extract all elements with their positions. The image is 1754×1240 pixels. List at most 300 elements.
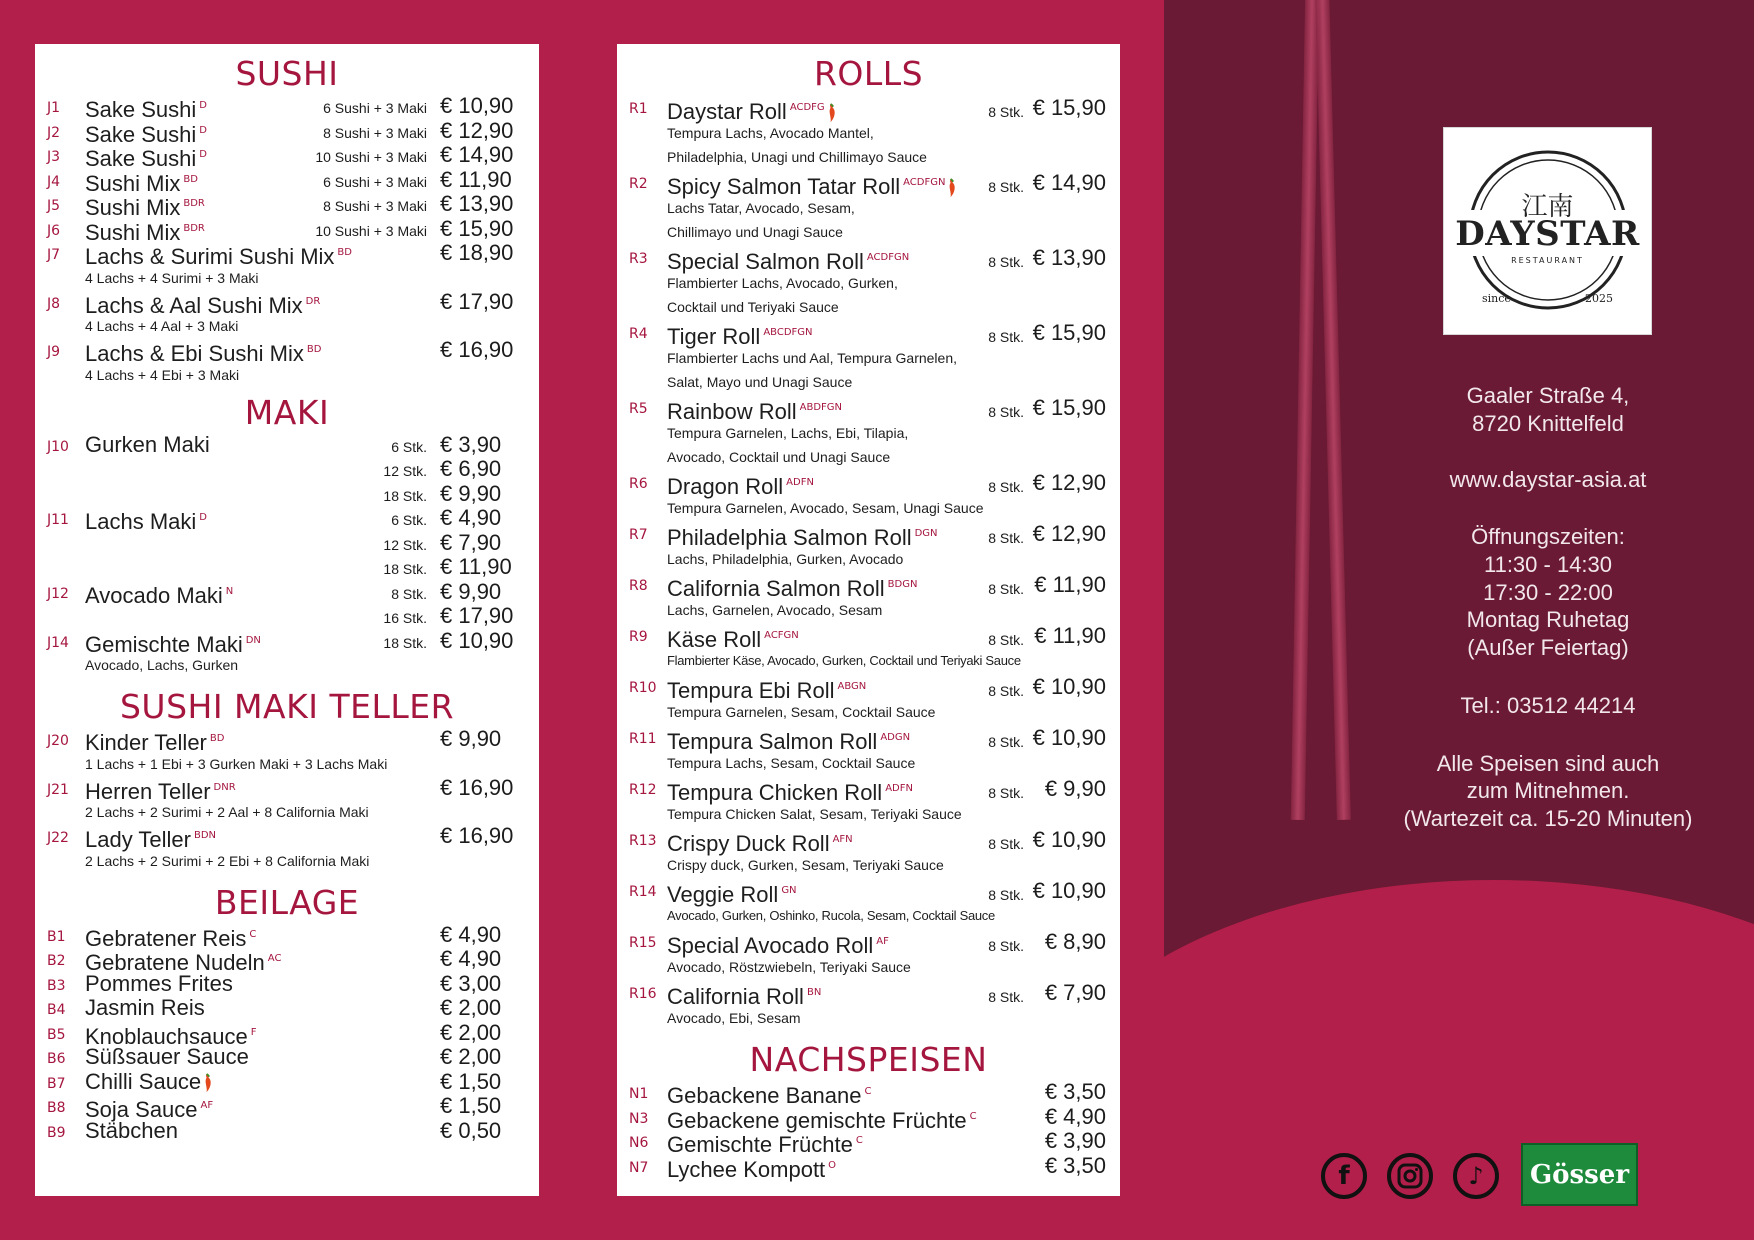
item-price: € 18,90 [440, 240, 514, 265]
item-price: € 16,90 [440, 774, 514, 800]
item-description: 4 Lachs + 4 Surimi + 3 Maki [85, 269, 259, 286]
item-price: € 12,90 [1032, 470, 1106, 495]
menu-item-r16 [617, 979, 1120, 1009]
maki-option-row [35, 457, 539, 482]
item-name-text: Chilli Sauce [85, 1068, 202, 1094]
item-name [667, 622, 799, 653]
item-name-text: Dragon Roll [667, 474, 784, 499]
item-name [667, 469, 814, 500]
item-name-text: Gebratene Nudeln [85, 950, 265, 975]
section-title-rolls: ROLLS [813, 54, 924, 93]
item-name-text: Gurken Maki [85, 431, 210, 457]
section-title-maki: MAKI [244, 392, 330, 432]
item-price: € 15,90 [1032, 95, 1106, 120]
item-code: J9 [47, 344, 61, 360]
item-name-text: Spicy Salmon Tatar Roll [667, 174, 901, 199]
item-price: € 2,00 [440, 1019, 502, 1045]
item-description: Avocado, Cocktail und Unagi Sauce [667, 449, 891, 465]
maki-option-row [35, 555, 539, 580]
item-quantity: 8 Stk. [988, 329, 1024, 345]
item-name-text: Pommes Frites [85, 970, 233, 996]
menu-item-j14 [35, 627, 539, 657]
item-price: € 11,90 [1034, 623, 1106, 648]
item-name-text: Lachs & Ebi Sushi Mix [85, 341, 304, 366]
item-code: J14 [47, 634, 69, 651]
item-description: Flambierter Lachs, Avocado, Gurken, [667, 275, 898, 291]
allergen-codes: ADGN [880, 732, 911, 743]
item-price: € 7,90 [440, 529, 502, 555]
item-price: € 10,90 [1032, 827, 1106, 852]
item-price: € 10,90 [1032, 878, 1106, 903]
item-name [667, 94, 837, 125]
item-quantity: 8 Stk. [988, 836, 1024, 852]
chili-spicy-icon [947, 177, 957, 199]
item-name-text: Tempura Ebi Roll [667, 678, 835, 703]
item-code: B1 [47, 928, 66, 945]
item-name [85, 629, 261, 658]
allergen-codes: BDR [183, 222, 205, 234]
menu-item-j1 [35, 93, 539, 122]
item-code: B5 [47, 1026, 66, 1043]
allergen-codes: ABGN [837, 681, 867, 692]
item-name [667, 928, 889, 959]
item-code: R7 [629, 527, 648, 543]
item-price: € 2,00 [440, 1044, 502, 1069]
item-code: B6 [47, 1051, 66, 1067]
item-price: € 1,50 [440, 1093, 502, 1118]
item-code: J3 [47, 149, 61, 165]
item-quantity: 12 Stk. [383, 463, 427, 479]
item-price: € 17,90 [440, 288, 514, 314]
item-price: € 1,50 [440, 1068, 502, 1094]
section-title-beilage: BEILAGE [214, 882, 360, 922]
menu-item-r4 [617, 319, 1120, 349]
item-name [667, 244, 909, 275]
menu-item-b7 [35, 1070, 539, 1095]
allergen-codes: BN [806, 987, 822, 998]
menu-item-b3 [35, 972, 539, 997]
item-code: R9 [629, 629, 648, 645]
allergen-codes: DNR [213, 781, 236, 793]
item-code: R10 [629, 680, 657, 696]
item-name [85, 1045, 249, 1070]
item-price: € 15,90 [1032, 395, 1106, 420]
item-price: € 4,90 [440, 946, 502, 971]
item-price: € 3,90 [1044, 1128, 1106, 1153]
allergen-codes: AF [200, 1100, 214, 1111]
teller-list [35, 727, 539, 873]
allergen-codes: BD [183, 173, 198, 185]
item-name-text: Gebackene gemischte Früchte [667, 1107, 967, 1133]
item-name-text: Käse Roll [667, 627, 762, 652]
item-name-text: California Salmon Roll [667, 576, 885, 601]
item-quantity: 8 Stk. [988, 632, 1024, 648]
item-description: Crispy duck, Gurken, Sesam, Teriyaki Sauce [667, 857, 944, 873]
item-price: € 9,90 [440, 726, 502, 751]
item-code: R6 [629, 476, 648, 492]
menu-item-j5 [35, 191, 539, 220]
item-name-text: Daystar Roll [667, 99, 787, 124]
takeaway-line-2: zum Mitnehmen. [1466, 778, 1630, 803]
item-code: J7 [47, 247, 61, 263]
menu-item-b9 [35, 1119, 539, 1144]
item-quantity: 8 Sushi + 3 Maki [323, 198, 427, 214]
item-quantity: 8 Stk. [988, 404, 1024, 420]
facebook-icon[interactable]: f [1321, 1153, 1367, 1199]
item-name [667, 826, 853, 857]
item-code: N7 [629, 1159, 649, 1176]
item-description: Avocado, Gurken, Oshinko, Rucola, Sesam, Cocktail Sauce [667, 908, 995, 923]
nachspeisen-list [617, 1079, 1120, 1182]
menu-item-r3 [617, 244, 1120, 274]
item-name [85, 241, 352, 270]
item-description: 4 Lachs + 4 Aal + 3 Maki [85, 318, 239, 334]
item-name [85, 433, 210, 458]
item-price: € 9,90 [440, 578, 502, 604]
allergen-codes: BD [337, 247, 352, 258]
item-price: € 12,90 [1032, 521, 1106, 546]
item-description: 2 Lachs + 2 Surimi + 2 Aal + 8 California Maki [85, 804, 369, 820]
hours-dinner: 17:30 - 22:00 [1483, 580, 1613, 605]
item-price: € 0,50 [440, 1117, 502, 1143]
website-link[interactable]: www.daystar-asia.at [1449, 467, 1647, 492]
menu-item-j4 [35, 166, 539, 196]
item-quantity: 8 Stk. [988, 683, 1024, 699]
logo-name: DAYSTAR [1455, 214, 1640, 254]
logo-since: since [1482, 292, 1511, 305]
menu-item-r7 [617, 520, 1120, 550]
menu-item-j10 [35, 433, 539, 458]
item-code: J6 [47, 222, 61, 239]
item-code: R12 [629, 782, 657, 798]
item-name [667, 394, 842, 425]
allergen-codes: AF [876, 936, 889, 947]
goesser-logo: Gösser [1521, 1143, 1638, 1206]
allergen-codes: C [969, 1110, 977, 1122]
closed-day: Montag Ruhetag [1466, 607, 1630, 632]
item-name-text: Sushi Mix [85, 195, 181, 220]
item-description: Lachs, Garnelen, Avocado, Sesam [667, 602, 883, 618]
item-price: € 12,90 [440, 117, 514, 143]
item-quantity: 8 Stk. [988, 734, 1024, 750]
menu-item-j11 [35, 505, 539, 534]
allergen-codes: ACFGN [764, 630, 799, 641]
item-code: R15 [629, 935, 657, 951]
item-code: B4 [47, 1002, 66, 1018]
item-quantity: 6 Sushi + 3 Maki [323, 173, 427, 190]
item-name-text: Stäbchen [85, 1117, 178, 1143]
section-title-nachspeisen: NACHSPEISEN [749, 1040, 988, 1079]
item-quantity: 8 Stk. [988, 785, 1024, 801]
takeaway-line-3: (Wartezeit ca. 15-20 Minuten) [1403, 806, 1693, 831]
item-name [85, 727, 224, 756]
item-description: Chillimayo und Unagi Sauce [667, 224, 843, 240]
menu-item-b4 [35, 996, 539, 1021]
item-name-text: Gemischte Maki [85, 631, 243, 657]
item-name-text: Lady Teller [85, 827, 191, 852]
item-price: € 9,90 [440, 480, 502, 506]
item-quantity: 8 Stk. [988, 479, 1024, 495]
item-name [667, 979, 821, 1010]
allergen-codes: BDR [183, 198, 205, 209]
allergen-codes: BDN [194, 830, 217, 841]
item-description: Lachs Tatar, Avocado, Sesam, [667, 200, 855, 216]
item-name-text: Tempura Salmon Roll [667, 729, 878, 754]
allergen-codes: AFN [832, 834, 853, 845]
allergen-codes: D [199, 149, 207, 160]
menu-item-r1 [617, 94, 1120, 124]
item-code: J12 [47, 585, 69, 602]
item-code: J2 [47, 124, 61, 141]
item-code: R4 [629, 326, 648, 342]
menu-item-j21 [35, 774, 539, 804]
item-price: € 6,90 [440, 456, 502, 481]
menu-item-b1 [35, 921, 539, 951]
item-name-text: Sake Sushi [85, 146, 197, 171]
allergen-codes: D [199, 512, 207, 523]
item-name-text: Crispy Duck Roll [667, 831, 830, 856]
item-quantity: 8 Sushi + 3 Maki [323, 124, 427, 141]
item-quantity: 18 Stk. [383, 561, 427, 577]
item-description: Tempura Garnelen, Lachs, Ebi, Tilapia, [667, 425, 909, 441]
item-description: Tempura Chicken Salat, Sesam, Teriyaki Sauce [667, 806, 962, 822]
item-quantity: 12 Stk. [383, 536, 427, 553]
item-quantity: 18 Stk. [383, 487, 427, 504]
item-name-text: Sushi Mix [85, 170, 181, 196]
allergen-codes: F [250, 1026, 257, 1038]
item-code: R14 [629, 884, 657, 900]
item-name-text: Special Avocado Roll [667, 933, 874, 958]
menu-item-b2 [35, 946, 539, 975]
item-code: J22 [47, 830, 69, 846]
chopstick-decoration [1315, 0, 1351, 820]
item-price: € 13,90 [440, 191, 514, 216]
menu-item-b5 [35, 1019, 539, 1049]
allergen-codes: ADFN [885, 783, 913, 794]
allergen-codes: DR [305, 295, 321, 307]
item-price: € 10,90 [1032, 725, 1106, 750]
item-quantity: 6 Stk. [391, 438, 427, 455]
item-code: N6 [629, 1135, 649, 1151]
item-quantity: 8 Stk. [988, 887, 1024, 903]
item-price: € 14,90 [1032, 170, 1106, 195]
item-name [667, 724, 910, 755]
menu-item-j7 [35, 240, 539, 269]
item-quantity: 18 Stk. [383, 634, 427, 651]
item-code: R11 [629, 731, 657, 747]
allergen-codes: AC [267, 953, 282, 964]
allergen-codes: C [249, 928, 257, 940]
item-name [85, 1119, 178, 1144]
item-price: € 17,90 [440, 603, 514, 628]
item-name-text: Special Salmon Roll [667, 249, 864, 274]
phone-number[interactable]: Tel.: 03512 44214 [1460, 693, 1636, 718]
item-name [85, 290, 320, 319]
item-name-text: Avocado Maki [85, 582, 223, 608]
item-name-text: Sushi Mix [85, 219, 181, 245]
item-name-text: Tempura Chicken Roll [667, 780, 883, 805]
item-quantity: 8 Stk. [391, 585, 427, 602]
allergen-codes: D [199, 100, 207, 111]
item-code: B2 [47, 953, 66, 969]
menu-item-n3 [617, 1103, 1120, 1133]
menu-item-r9 [617, 622, 1120, 652]
menu-item-b6 [35, 1045, 539, 1070]
item-price: € 9,90 [1044, 776, 1106, 801]
item-quantity: 8 Stk. [988, 989, 1024, 1005]
allergen-codes: DN [245, 634, 261, 646]
menu-item-j6 [35, 215, 539, 245]
item-name-text: California Roll [667, 984, 804, 1009]
item-name [85, 1070, 213, 1095]
item-price: € 15,90 [440, 215, 514, 241]
section-title-teller: SUSHI MAKI TELLER [119, 687, 455, 726]
item-code: J4 [47, 173, 61, 190]
item-name-text: Lychee Kompott [667, 1156, 826, 1182]
allergen-codes: ABDFGN [799, 402, 843, 413]
item-description: 1 Lachs + 1 Ebi + 3 Gurken Maki + 3 Lachs Maki [85, 755, 388, 772]
item-name [85, 824, 216, 853]
item-name-text: Lachs & Aal Sushi Mix [85, 292, 303, 318]
allergen-codes: ACDFG [789, 102, 825, 113]
sushi-list [35, 94, 539, 387]
menu-item-j12 [35, 578, 539, 608]
item-price: € 4,90 [440, 505, 502, 530]
menu-item-r15 [617, 928, 1120, 958]
item-name [667, 169, 957, 200]
item-description: Tempura Lachs, Sesam, Cocktail Sauce [667, 755, 916, 771]
item-name-text: Jasmin Reis [85, 995, 205, 1020]
item-price: € 16,90 [440, 823, 514, 848]
hours-title: Öffnungszeiten: [1471, 524, 1625, 549]
menu-item-n1 [617, 1079, 1120, 1108]
item-quantity: 8 Stk. [988, 179, 1024, 195]
item-name [667, 1154, 836, 1183]
item-description: Tempura Garnelen, Sesam, Cocktail Sauce [667, 704, 936, 720]
menu-panel-left [35, 44, 539, 1196]
item-name [85, 776, 236, 805]
allergen-codes: GN [781, 885, 797, 896]
allergen-codes: ACDFGN [866, 252, 910, 263]
item-quantity: 8 Stk. [988, 104, 1024, 120]
item-code: J20 [47, 733, 69, 749]
item-quantity: 10 Sushi + 3 Maki [315, 222, 427, 239]
item-name-text: Tiger Roll [667, 324, 761, 349]
rolls-list [617, 94, 1120, 1030]
item-price: € 4,90 [1044, 1103, 1106, 1129]
item-quantity: 6 Stk. [391, 512, 427, 528]
menu-panel-middle [617, 44, 1120, 1196]
item-code: N1 [629, 1086, 649, 1102]
allergen-codes: ABCDFGN [763, 327, 813, 338]
item-code: R13 [629, 833, 657, 849]
item-name-text: Philadelphia Salmon Roll [667, 525, 912, 550]
item-code: R1 [629, 101, 648, 117]
item-description: Flambierter Lachs und Aal, Tempura Garnelen, [667, 350, 958, 366]
item-name [667, 520, 938, 551]
allergen-codes: DGN [914, 528, 938, 539]
item-name-text: Kinder Teller [85, 730, 207, 755]
allergen-codes: BD [209, 733, 225, 744]
allergen-codes: D [199, 124, 207, 136]
item-name-text: Gemischte Früchte [667, 1132, 853, 1157]
item-description: Philadelphia, Unagi und Chillimayo Sauce [667, 149, 927, 165]
maki-option-row [35, 531, 539, 556]
restaurant-logo [1443, 127, 1652, 335]
menu-item-r14 [617, 877, 1120, 907]
item-quantity: 10 Sushi + 3 Maki [315, 149, 427, 165]
item-description: Avocado, Röstzwiebeln, Teriyaki Sauce [667, 959, 911, 975]
instagram-icon[interactable] [1387, 1153, 1433, 1199]
item-name [667, 673, 866, 704]
item-code: B3 [47, 977, 66, 994]
item-name-text: Süßsauer Sauce [85, 1044, 249, 1069]
item-name-text: Gebratener Reis [85, 925, 247, 951]
allergen-codes: O [828, 1159, 837, 1171]
item-name-text: Rainbow Roll [667, 399, 797, 424]
item-code: J5 [47, 198, 61, 214]
allergen-codes: C [864, 1086, 872, 1097]
menu-item-r12 [617, 775, 1120, 805]
menu-item-b8 [35, 1093, 539, 1122]
item-description: Tempura Garnelen, Avocado, Sesam, Unagi Sauce [667, 500, 984, 516]
item-price: € 15,90 [1032, 320, 1106, 345]
menu-item-j22 [35, 823, 539, 852]
item-name-text: Sake Sushi [85, 97, 197, 122]
item-price: € 3,00 [440, 970, 502, 996]
item-price: € 3,90 [440, 431, 502, 457]
item-price: € 14,90 [440, 142, 514, 167]
item-quantity: 6 Sushi + 3 Maki [323, 100, 427, 116]
logo-subtitle: RESTAURANT [1511, 256, 1584, 265]
menu-item-r11 [617, 724, 1120, 754]
item-description: 4 Lachs + 4 Ebi + 3 Maki [85, 366, 240, 383]
item-quantity: 8 Stk. [988, 254, 1024, 270]
item-price: € 8,90 [1044, 929, 1106, 954]
menu-item-n7 [617, 1152, 1120, 1182]
menu-item-r6 [617, 469, 1120, 499]
item-price: € 10,90 [440, 93, 514, 118]
item-description: Avocado, Lachs, Gurken [85, 657, 239, 673]
tiktok-icon[interactable]: ♪ [1453, 1153, 1499, 1199]
menu-item-j2 [35, 117, 539, 147]
item-code: R5 [629, 401, 648, 417]
item-price: € 10,90 [1032, 674, 1106, 699]
item-code: J21 [47, 781, 69, 798]
item-name-text: Sake Sushi [85, 121, 197, 147]
item-name-text: Lachs Maki [85, 509, 197, 534]
menu-item-j9 [35, 337, 539, 366]
allergen-codes: N [225, 585, 234, 597]
logo-chinese: 江南 [1521, 192, 1574, 222]
allergen-codes: BD [306, 344, 322, 355]
item-code: J8 [47, 295, 61, 312]
section-title-sushi: SUSHI [235, 54, 339, 93]
menu-item-r5 [617, 394, 1120, 424]
item-name [667, 877, 797, 908]
item-name-text: Soja Sauce [85, 1097, 198, 1122]
menu-item-j8 [35, 288, 539, 318]
allergen-codes: ACDFGN [903, 177, 946, 188]
item-name-text: Herren Teller [85, 778, 211, 804]
item-name-text: Gebackene Banane [667, 1083, 862, 1108]
item-quantity: 8 Stk. [988, 581, 1024, 597]
allergen-codes: C [855, 1135, 863, 1146]
item-description: Salat, Mayo und Unagi Sauce [667, 374, 853, 390]
item-code: J1 [47, 100, 61, 116]
item-code: R8 [629, 578, 648, 594]
item-code: N3 [629, 1110, 649, 1127]
